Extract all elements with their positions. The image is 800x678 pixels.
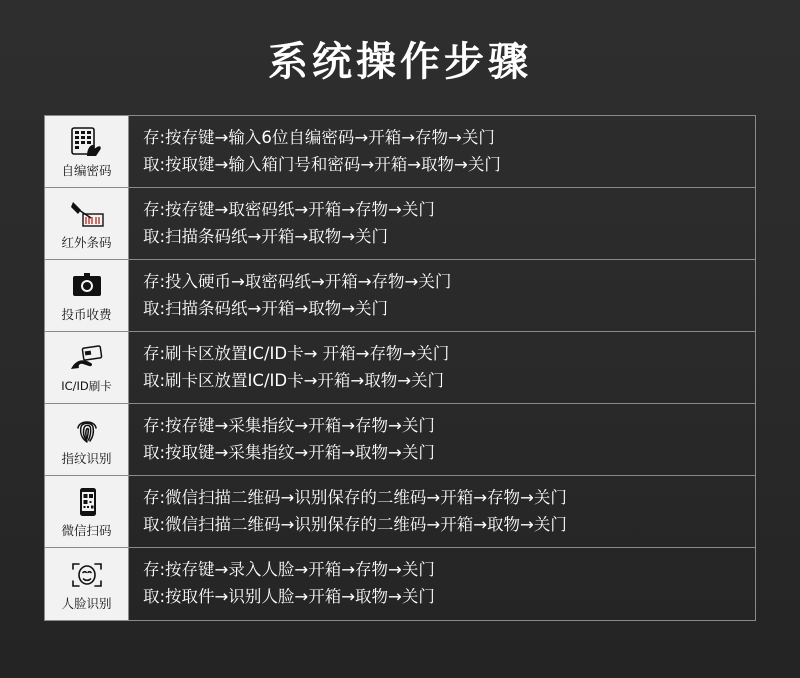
fingerprint-icon: [67, 413, 107, 447]
step-line-store: 存:按存键→录入人脸→开箱→存物→关门: [143, 560, 435, 580]
coin-slot-icon: [67, 269, 107, 303]
icon-cell: [45, 260, 129, 331]
icon-cell: [45, 476, 129, 547]
icon-label: 自编密码: [61, 163, 112, 178]
icon-label: 红外条码: [61, 235, 112, 250]
steps-cell: [129, 260, 755, 331]
steps-table: [44, 115, 756, 621]
step-line-retrieve: 取:扫描条码纸→开箱→取物→关门: [143, 226, 389, 246]
icon-cell: [45, 548, 129, 620]
step-line-store: 存:按存键→输入6位自编密码→开箱→存物→关门: [143, 127, 495, 147]
table-row: [45, 260, 755, 332]
icon-label: 指纹识别: [61, 451, 112, 466]
table-row: [45, 548, 755, 620]
icon-cell: [45, 332, 129, 403]
steps-cell: [129, 332, 755, 403]
table-row: [45, 476, 755, 548]
step-line-store: 存:投入硬币→取密码纸→开箱→存物→关门: [143, 271, 452, 291]
phone-qrcode-icon: [67, 485, 107, 519]
step-line-retrieve: 取:微信扫描二维码→识别保存的二维码→开箱→取物→关门: [143, 514, 567, 534]
table-row: [45, 332, 755, 404]
icon-cell: [45, 404, 129, 475]
icon-label: 投币收费: [61, 307, 112, 322]
step-line-store: 存:微信扫描二维码→识别保存的二维码→开箱→存物→关门: [143, 487, 567, 507]
step-line-store: 存:刷卡区放置IC/ID卡→ 开箱→存物→关门: [143, 343, 450, 363]
step-line-retrieve: 取:按取件→识别人脸→开箱→取物→关门: [143, 587, 435, 606]
icon-label: IC/ID刷卡: [61, 379, 112, 393]
step-line-store: 存:按存键→采集指纹→开箱→存物→关门: [143, 415, 435, 435]
step-line-retrieve: 取:刷卡区放置IC/ID卡→开箱→取物→关门: [143, 370, 445, 390]
steps-cell: [129, 188, 755, 259]
page-title: 系统操作步骤: [268, 39, 532, 85]
steps-cell: [129, 404, 755, 475]
icon-cell: [45, 188, 129, 259]
steps-cell: [129, 476, 755, 547]
steps-cell: [129, 548, 755, 620]
face-recognition-icon: [67, 558, 107, 592]
step-line-retrieve: 取:按取键→采集指纹→开箱→取物→关门: [143, 442, 435, 462]
table-row: [45, 404, 755, 476]
icon-label: 微信扫码: [61, 523, 112, 538]
steps-cell: [129, 116, 755, 187]
step-line-retrieve: 取:扫描条码纸→开箱→取物→关门: [143, 298, 389, 318]
card-swipe-icon: [67, 342, 107, 376]
keypad-hand-icon: [67, 125, 107, 159]
step-line-retrieve: 取:按取键→输入箱门号和密码→开箱→取物→关门: [143, 154, 501, 174]
table-row: [45, 188, 755, 260]
icon-cell: [45, 116, 129, 187]
icon-label: 人脸识别: [61, 595, 112, 611]
step-line-store: 存:按存键→取密码纸→开箱→存物→关门: [143, 199, 435, 219]
table-row: [45, 116, 755, 188]
barcode-scanner-icon: [67, 197, 107, 231]
